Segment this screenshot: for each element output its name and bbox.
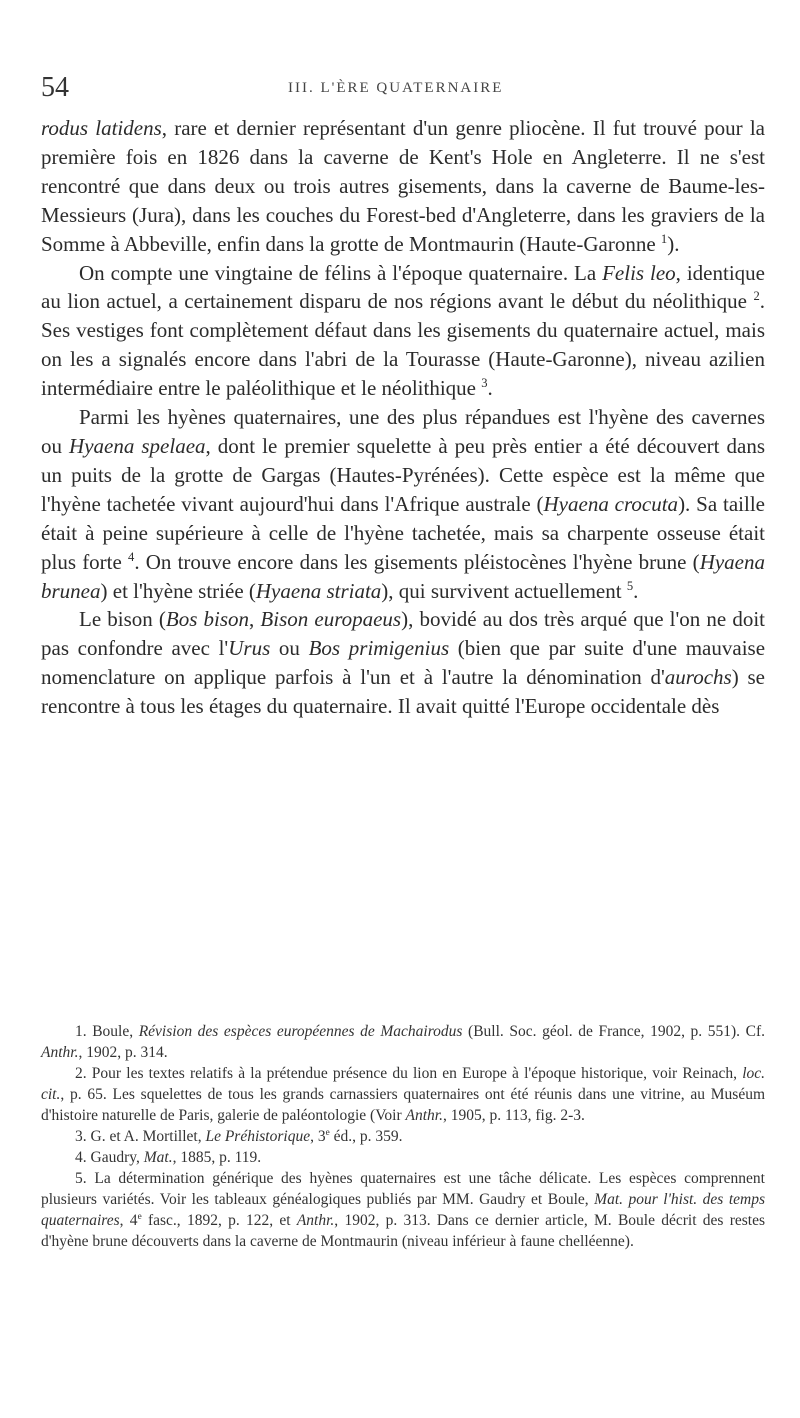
text-run: . xyxy=(633,578,639,603)
paragraph-1 xyxy=(41,114,765,259)
text-run: éd., p. 359. xyxy=(329,1128,403,1145)
footnote-ref[interactable]: 5 xyxy=(626,578,634,593)
taxon-name: Bos bison xyxy=(165,607,250,632)
text-run: ) et l'hyène striée ( xyxy=(100,578,256,603)
taxon-name: Bos primigenius xyxy=(308,636,450,661)
main-text xyxy=(41,114,765,721)
footnote-4 xyxy=(41,1147,765,1168)
work-title: Mat. xyxy=(143,1149,173,1166)
footnote-2 xyxy=(41,1063,765,1126)
paragraph-2 xyxy=(41,259,765,404)
taxon-name: rodus latidens xyxy=(41,116,162,140)
text-run: 2. Pour les textes relatifs à la prétendue présence du lion en Europe à l'époque historique, voir Reinach, xyxy=(75,1065,743,1082)
footnote-ref[interactable]: 4 xyxy=(128,549,135,564)
footnote-ref[interactable]: 3 xyxy=(481,376,488,391)
superscript: e xyxy=(325,1127,330,1138)
text-run: , identique au lion actuel, a certainement disparu de nos régions avant le début du néolithique xyxy=(41,260,765,314)
taxon-name: Hyaena brunea xyxy=(41,549,765,603)
work-title: Anthr. xyxy=(41,1044,79,1061)
work-title: Anthr. xyxy=(405,1107,443,1124)
text-run: , 1902, p. 313. Dans ce dernier article, M. Boule décrit des restes d'hyène brune découverts dans la caverne de Montmaurin (niveau inférieur à faune chelléenne). xyxy=(41,1212,766,1250)
footnote-ref[interactable]: 2 xyxy=(753,289,760,304)
text-run: 5. La détermination générique des hyènes quaternaires est une tâche délicate. Les espèces comprennent plusieurs variétés. Voir les tableaux généalogiques publiés par MM. Gaudry et Boule, xyxy=(41,1170,765,1208)
text-run: . Ses vestiges font complètement défaut dans les gisements du quaternaire actuel, mais on les a signalés encore dans l'abri de la Tourasse (Haute-Garonne), niveau azilien intermédiaire entre le paléolithique et le néolithique xyxy=(41,289,765,401)
text-run: , 1905, p. 113, fig. 2-3. xyxy=(442,1107,585,1124)
text-run: (Bull. Soc. géol. de France, 1902, p. 551). Cf. xyxy=(462,1023,765,1040)
taxon-name: Hyaena spelaea xyxy=(69,433,206,458)
text-run: , dont le premier squelette à peu près entier a été découvert dans un puits de la grotte de Gargas (Hautes-Pyrénées). Cette espèce est la même que l'hyène tachetée vivant aujourd'hui dans l'Afrique australe ( xyxy=(41,433,765,516)
text-run: Le bison ( xyxy=(79,607,166,632)
text-run: ), bovidé au dos très arqué que l'on ne doit pas confondre avec l' xyxy=(41,607,765,661)
superscript: e xyxy=(137,1211,142,1222)
text-run: ). xyxy=(667,231,680,256)
page-number: 54 xyxy=(41,72,69,103)
text-run: , 4 xyxy=(119,1212,138,1229)
text-run: 1. Boule, xyxy=(75,1023,139,1040)
emphasis: aurochs xyxy=(664,665,732,690)
footnote-3 xyxy=(41,1126,765,1147)
text-run: , 1885, p. 119. xyxy=(172,1149,262,1166)
text-run: ou xyxy=(270,636,309,661)
text-run: . xyxy=(487,376,493,401)
text-run: , rare et dernier représentant d'un genre pliocène. Il fut trouvé pour la première fois en 1826 dans la caverne de Kent's Hole en Angleterre. Il ne s'est rencontré que dans deux ou trois autres gisements, dans la caverne de Baume-les-Messieurs (Jura), dans les couches du Forest-bed d'Angleterre, dans les graviers de la Somme à Abbeville, enfin dans la grotte de Montmaurin (Haute-Garonne xyxy=(41,116,766,256)
text-run: ). Sa taille était à peine supérieure à celle de l'hyène tachetée, mais sa charpente osseuse était plus forte xyxy=(41,491,766,574)
work-title: Le Préhistorique xyxy=(205,1128,311,1145)
text-run: . On trouve encore dans les gisements pléistocènes l'hyène brune ( xyxy=(134,549,700,574)
text-run: , 1902, p. 314. xyxy=(78,1044,168,1061)
taxon-name: Hyaena striata xyxy=(255,578,382,603)
paragraph-4 xyxy=(41,605,765,721)
taxon-name: Hyaena crocuta xyxy=(543,491,679,516)
text-run: 3. G. et A. Mortillet, xyxy=(75,1128,206,1145)
work-title: Mat. pour l'hist. des temps quaternaires xyxy=(41,1191,765,1229)
taxon-name: Bison europaeus xyxy=(260,607,402,632)
text-run: , p. 65. Les squelettes de tous les grands carnassiers quaternaires ont été réunis dans une vitrine, au Muséum d'histoire naturelle de Paris, galerie de paléontologie (Voir xyxy=(41,1086,765,1124)
work-title: loc. cit. xyxy=(41,1065,765,1103)
text-run: 4. Gaudry, xyxy=(75,1149,144,1166)
text-run: Parmi les hyènes quaternaires, une des plus répandues est l'hyène des cavernes ou xyxy=(41,405,765,458)
text-run: , xyxy=(249,607,261,632)
text-run: ) se rencontre à tous les étages du quaternaire. Il avait quitté l'Europe occidentale dès xyxy=(41,665,765,719)
paragraph-3 xyxy=(41,403,765,605)
taxon-name: Felis leo xyxy=(602,260,676,285)
text-run: fasc., 1892, p. 122, et xyxy=(141,1212,297,1229)
footnote-ref[interactable]: 1 xyxy=(660,231,668,246)
work-title: Anthr. xyxy=(296,1212,335,1229)
text-run: , 3 xyxy=(310,1128,326,1145)
text-run: (bien que par suite d'une mauvaise nomenclature on applique parfois à l'un et à l'autre la dénomination d' xyxy=(41,636,766,690)
taxon-name: Urus xyxy=(228,636,271,661)
footnotes xyxy=(41,1021,765,1252)
work-title: Révision des espèces européennes de Machairodus xyxy=(138,1023,463,1040)
footnote-1 xyxy=(41,1021,765,1063)
footnote-5 xyxy=(41,1168,765,1252)
running-title: III. L'ÈRE QUATERNAIRE xyxy=(288,80,504,96)
text-run: ), qui survivent actuellement xyxy=(381,578,627,603)
text-run: On compte une vingtaine de félins à l'époque quaternaire. La xyxy=(79,260,603,285)
